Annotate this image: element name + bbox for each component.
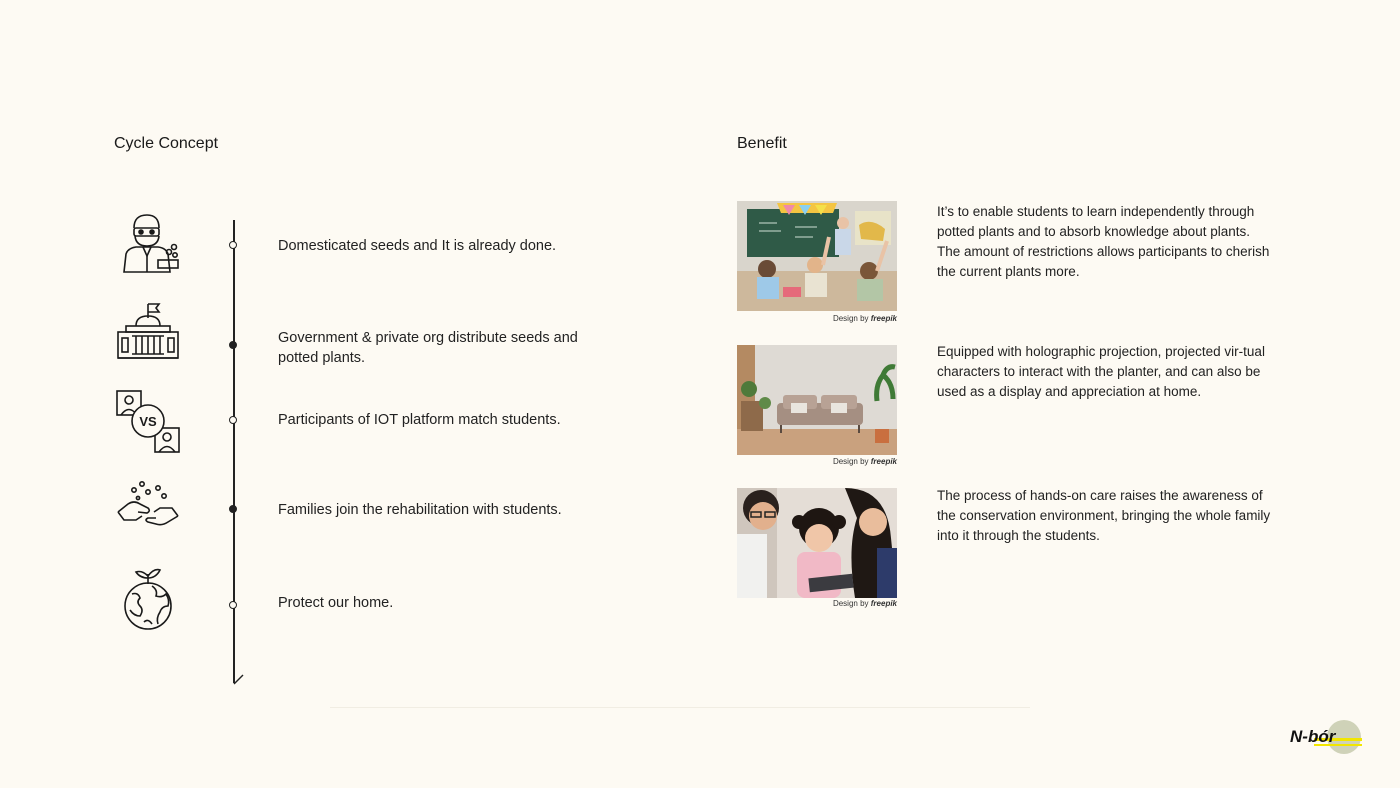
benefit-heading: Benefit (737, 135, 787, 152)
timeline-node-3 (229, 416, 237, 424)
timeline-node-4 (229, 505, 237, 513)
timeline-node-1 (229, 241, 237, 249)
scientist-icon (114, 210, 182, 278)
classroom-photo (737, 201, 897, 311)
living-room-photo (737, 345, 897, 455)
globe-sprout-icon (114, 566, 182, 634)
nbor-logo (1288, 718, 1364, 758)
family-tablet-photo (737, 488, 897, 598)
benefit-text-3: The process of hands-on care raises the awareness of the conservation environment, bringing the whole family into it through the students. (937, 488, 1271, 543)
photo-credit-1: Design by freepik (832, 314, 897, 323)
cycle-concept-heading: Cycle Concept (114, 135, 219, 152)
photo-credit-2: Design by freepik (832, 457, 897, 466)
government-building-icon (114, 300, 182, 368)
step-text-5: Protect our home. (278, 595, 394, 611)
versus-match-icon (114, 388, 182, 456)
timeline-end-tick (232, 672, 246, 686)
step-text-1: Domesticated seeds and It is already done. (278, 238, 557, 254)
step-text-3: Participants of IOT platform match students. (278, 412, 561, 428)
svg-text:N-bór: N-bór (1290, 727, 1336, 746)
step-text-2: Government & private org distribute seeds and potted plants. (278, 330, 578, 366)
hands-seeds-icon (114, 476, 182, 544)
timeline-line (233, 220, 235, 683)
timeline-node-2 (229, 341, 237, 349)
footer-divider (330, 707, 1030, 708)
step-text-4: Families join the rehabilitation with students. (278, 502, 562, 518)
photo-credit-3: Design by freepik (832, 599, 897, 608)
timeline-node-5 (229, 601, 237, 609)
benefit-text-1: It’s to enable students to learn independently through potted plants and to absorb knowledge about plants. The amount of restrictions allows participants to cherish the current plants more. (937, 204, 1270, 279)
benefit-text-2: Equipped with holographic projection, projected vir-tual characters to interact with the planter, and can also be used as a display and appreciation at home. (937, 344, 1265, 399)
svg-text:VS: VS (139, 414, 157, 429)
